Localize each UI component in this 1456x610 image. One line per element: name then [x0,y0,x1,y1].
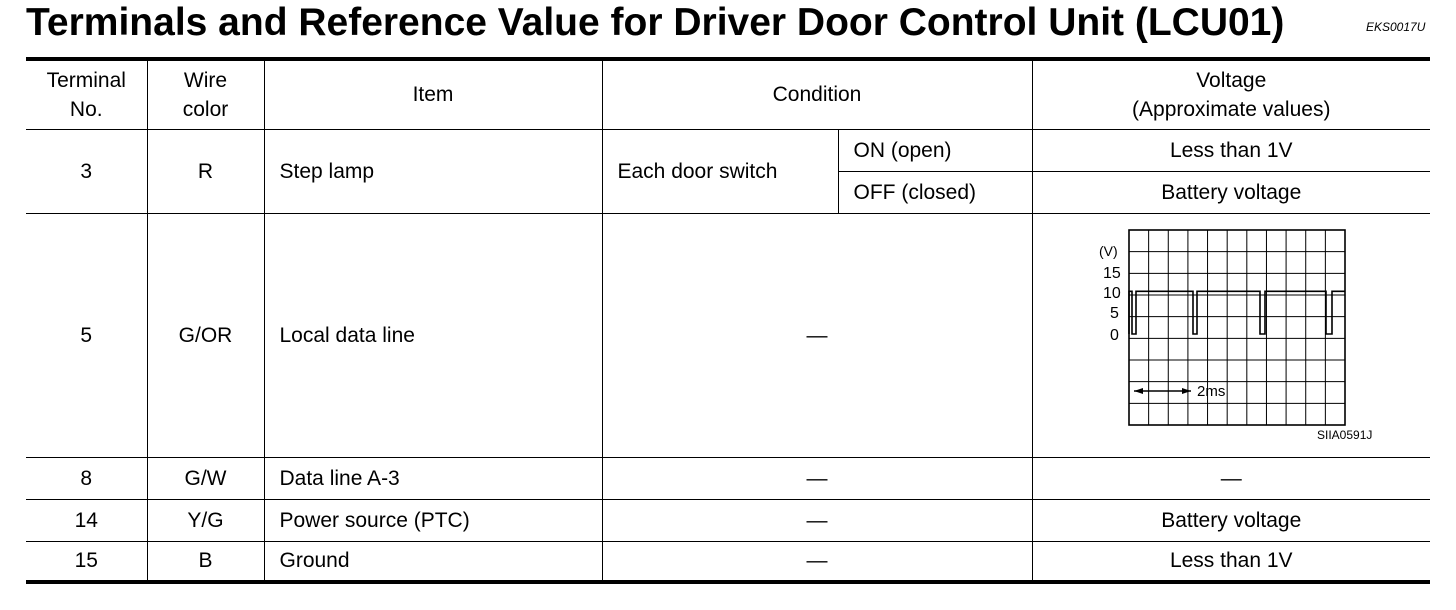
header-terminal-line2: No. [69,97,103,121]
time-scale-arrow [1134,388,1191,394]
condition-cell: Each door switch [602,129,838,213]
item-cell: Power source (PTC) [264,499,602,541]
oscilloscope-grid [1129,230,1345,425]
oscilloscope-waveform [1033,214,1431,457]
item-cell: Local data line [264,213,602,457]
header-terminal-line1: Terminal [46,68,126,92]
header-voltage [1032,59,1430,129]
signal-trace [1129,291,1345,334]
table-row [26,129,1430,171]
figure-id: SIIA0591J [1316,427,1372,442]
wire-color-cell: Y/G [147,499,264,541]
condition-state-cell: OFF (closed) [838,171,1032,213]
voltage-cell: Less than 1V [1032,541,1430,582]
table-row [26,457,1430,499]
table-row [26,499,1430,541]
terminal-no-cell: 14 [26,499,147,541]
header-row [26,59,1430,129]
header-voltage-line2: (Approximate values) [1132,97,1331,121]
table-row [26,541,1430,582]
voltage-cell: Battery voltage [1032,171,1430,213]
y-unit-label: (V) [1098,242,1118,259]
terminal-no-cell: 3 [26,129,147,213]
header-terminal-no [26,59,147,129]
condition-cell: — [602,213,1032,457]
voltage-waveform-cell [1032,213,1430,457]
wire-color-cell: G/OR [147,213,264,457]
condition-state-cell: ON (open) [838,129,1032,171]
item-cell: Step lamp [264,129,602,213]
page-title: Terminals and Reference Value for Driver Door Control Unit (LCU01) [26,1,1285,44]
time-scale-label: 2ms [1196,382,1225,400]
wire-color-cell: B [147,541,264,582]
header-condition: Condition [602,59,1032,129]
header-wire-line1: Wire [183,68,228,92]
condition-cell: — [602,499,1032,541]
header-wire-color [147,59,264,129]
item-cell: Data line A-3 [264,457,602,499]
condition-cell: — [602,457,1032,499]
item-cell: Ground [264,541,602,582]
terminal-no-cell: 15 [26,541,147,582]
y-tick-label: 0 [1109,326,1119,344]
table-row [26,213,1430,457]
voltage-cell: — [1032,457,1430,499]
terminal-no-cell: 8 [26,457,147,499]
header-voltage-line1: Voltage [1196,68,1267,92]
header-item: Item [264,59,602,129]
voltage-cell: Less than 1V [1032,129,1430,171]
wire-color-cell: R [147,129,264,213]
voltage-cell: Battery voltage [1032,499,1430,541]
header-wire-line2: color [182,97,229,121]
terminal-reference-table [26,57,1430,584]
condition-cell: — [602,541,1032,582]
wire-color-cell: G/W [147,457,264,499]
document-code: EKS0017U [1366,20,1426,34]
y-tick-label: 15 [1102,264,1121,282]
y-tick-label: 10 [1102,284,1121,302]
y-tick-label: 5 [1109,304,1119,322]
terminal-no-cell: 5 [26,213,147,457]
